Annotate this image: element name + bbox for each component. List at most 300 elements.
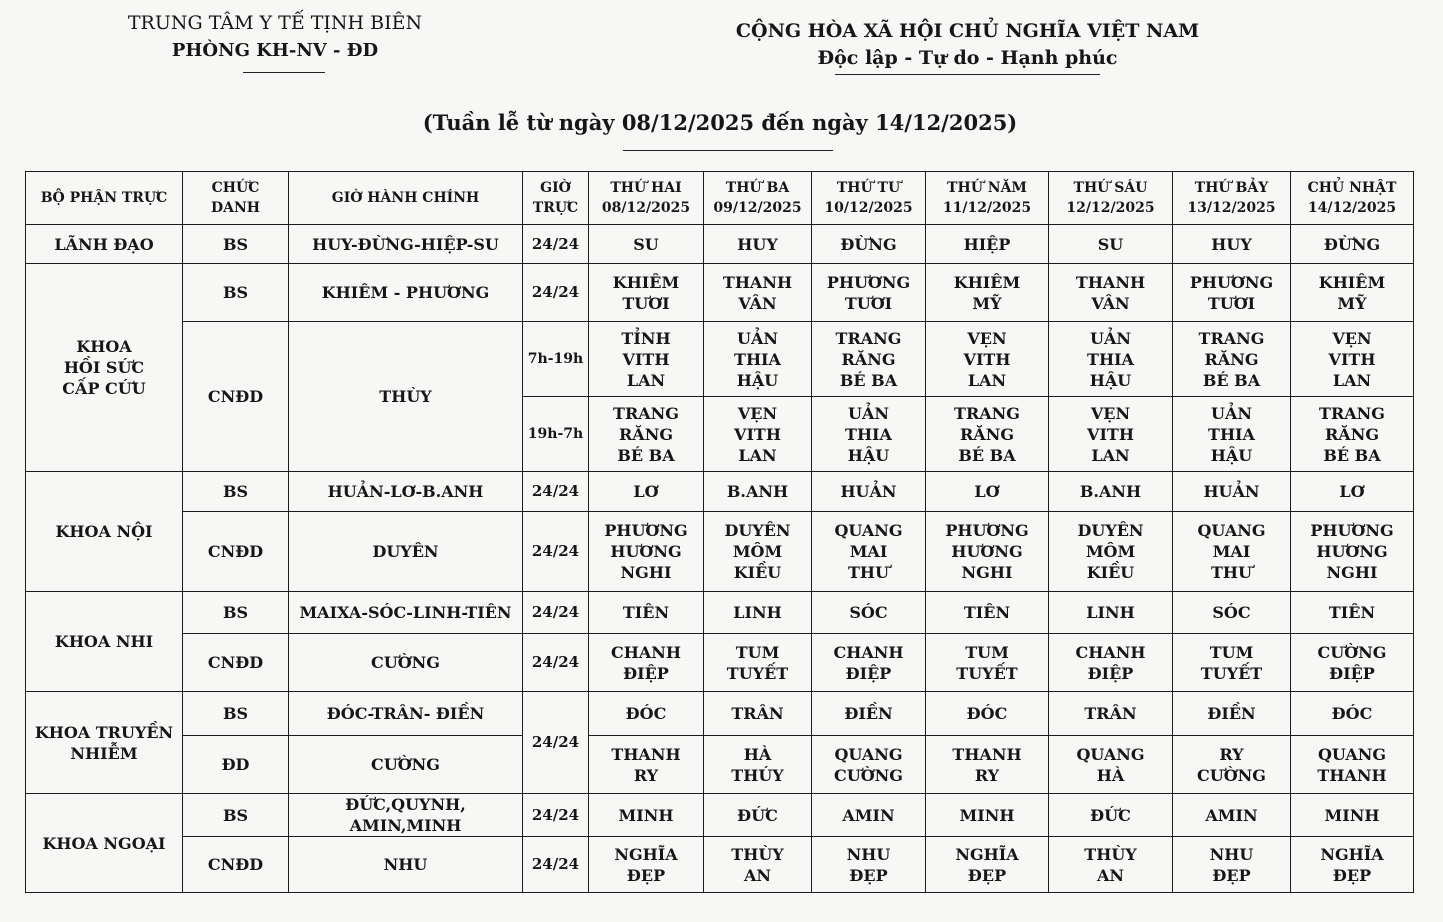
staff-name: TIÊN (1328, 603, 1376, 622)
staff-name: SÓC (849, 603, 888, 622)
staff-name: ĐẸP (626, 865, 666, 885)
staff-name: AN (1096, 865, 1125, 885)
staff-name: TỈNH (621, 328, 671, 348)
shift-cell (1173, 472, 1291, 512)
staff-name: PHƯƠNG (1310, 521, 1394, 540)
col-day (1049, 172, 1173, 225)
staff-name: RY (1219, 744, 1244, 764)
staff-name: THANH (1075, 272, 1146, 292)
staff-name: NHU (1209, 844, 1254, 864)
staff-name: LINH (1086, 603, 1135, 622)
shift-cell (1173, 736, 1291, 794)
dept-cell (26, 692, 183, 794)
shift-cell (704, 592, 812, 634)
staff-name: THÙY (731, 844, 784, 864)
day-name: THỨ BA (725, 180, 790, 196)
dept-cell: LÃNH ĐẠO (26, 225, 183, 264)
staff-name: VẸN (1090, 403, 1131, 423)
staff-name: UẢN (737, 328, 778, 348)
staff-name: SU (1097, 234, 1124, 254)
staff-name: THANH (1317, 765, 1387, 785)
shift-cell (704, 264, 812, 322)
staff-name: CHANH (610, 642, 681, 662)
role-cell: BS (183, 264, 289, 322)
staff-name: HUẢN (1203, 482, 1260, 501)
staff-name: PHƯƠNG (1189, 272, 1274, 292)
staff-name: TRANG (1198, 328, 1265, 348)
shift-cell (926, 225, 1049, 264)
staff-name: B.ANH (1079, 482, 1142, 501)
staff-name: ĐIỆP (623, 663, 669, 683)
day-date: 12/12/2025 (1066, 200, 1155, 216)
role-cell: CNĐD (183, 322, 289, 472)
dept-line: HỒI SỨC (63, 358, 145, 377)
staff-name: PHƯƠNG (945, 521, 1029, 540)
staff-name: LƠ (974, 482, 1000, 501)
staff-name: ĐIỆP (845, 663, 892, 683)
shift-cell (926, 794, 1049, 837)
shift-cell (589, 397, 704, 472)
staff-name: ĐẸP (1212, 865, 1251, 885)
nation-motto: Độc lập - Tự do - Hạnh phúc (817, 47, 1118, 69)
staff-name: UẢN (1090, 328, 1131, 348)
day-date: 11/12/2025 (942, 200, 1032, 216)
hours-cell: 19h-7h (523, 397, 589, 472)
shift-cell (1049, 692, 1173, 736)
staff-name: ĐÓC (1331, 704, 1373, 723)
week-underline (623, 150, 833, 151)
staff-name: VẸN (1332, 328, 1372, 348)
hours-cell: 24/24 (523, 837, 589, 893)
staff-name: TUYẾT (726, 663, 789, 683)
shift-cell (589, 736, 704, 794)
staff-name: VITH (1087, 424, 1134, 444)
staff-name: QUANG (1197, 521, 1266, 540)
staff-name: VÂN (1091, 293, 1130, 313)
shift-cell (1173, 837, 1291, 893)
shift-cell (926, 512, 1049, 592)
staff-name: HẬU (847, 445, 890, 465)
staff-name: VITH (622, 349, 670, 369)
shift-cell (812, 634, 926, 692)
shift-cell (1291, 472, 1414, 512)
staff-name: THIA (845, 424, 892, 444)
shift-cell (926, 837, 1049, 893)
staff-name: NGHĨA (955, 844, 1019, 864)
shift-cell (1049, 472, 1173, 512)
staff-name: LAN (967, 370, 1007, 390)
staff-name: LAN (738, 445, 777, 465)
staff-name: ĐỨC (1090, 805, 1131, 825)
day-date: 14/12/2025 (1307, 200, 1397, 216)
header-row (26, 172, 1414, 225)
role-cell: BS (183, 225, 289, 264)
day-date: 08/12/2025 (601, 200, 691, 216)
staff-name: TIÊN (963, 603, 1011, 622)
staff-name: BÉ BA (617, 445, 675, 465)
dept-cell: KHOA NHI (26, 592, 183, 692)
table-row (26, 736, 1414, 794)
shift-cell (926, 322, 1049, 397)
staff-name: AMIN (842, 805, 895, 825)
staff-name: PHƯƠNG (826, 272, 911, 292)
day-name: CHỦ NHẬT (1307, 180, 1397, 196)
staff-name: ĐIỀN (844, 704, 893, 723)
staff-name: RĂNG (960, 424, 1014, 444)
staff-name: MAI (849, 542, 888, 561)
staff-name: LAN (1091, 445, 1130, 465)
dept-line: NHIỄM (70, 743, 138, 763)
staff-name: SÓC (1212, 603, 1251, 622)
staff-name: MINH (1324, 805, 1380, 825)
shift-cell (1049, 397, 1173, 472)
shift-cell (812, 736, 926, 794)
role-cell: BS (183, 472, 289, 512)
shift-cell (589, 472, 704, 512)
staff-name: THANH (611, 744, 681, 764)
shift-cell (1291, 837, 1414, 893)
staff-name: THÚY (731, 765, 784, 785)
department-name: PHÒNG KH-NV - ĐD (171, 40, 379, 61)
shift-cell (1049, 512, 1173, 592)
staff-name: THIA (734, 349, 781, 369)
shift-cell (926, 736, 1049, 794)
staff-name: MỸ (1337, 293, 1367, 313)
staff-name: UẢN (1211, 403, 1252, 423)
staff-name: HUY (1211, 234, 1252, 254)
staff-name: KIỀU (733, 563, 782, 582)
staff-name: ĐÓC (966, 704, 1008, 723)
office-cell: MAIXA-SÓC-LINH-TIÊN (289, 592, 523, 634)
table-row (26, 472, 1414, 512)
staff-name: CƯỜNG (834, 765, 903, 785)
shift-cell (926, 397, 1049, 472)
shift-cell (704, 794, 812, 837)
role-cell: BS (183, 794, 289, 837)
shift-cell (1173, 512, 1291, 592)
staff-name: AMIN (1205, 805, 1258, 825)
hours-cell: 24/24 (523, 634, 589, 692)
col-role: CHỨC DANH (183, 172, 289, 225)
hours-cell: 24/24 (523, 692, 589, 794)
shift-cell (812, 692, 926, 736)
staff-name: RĂNG (841, 349, 896, 369)
role-cell: BS (183, 592, 289, 634)
shift-cell (704, 225, 812, 264)
table-row (26, 264, 1414, 322)
shift-cell (589, 692, 704, 736)
staff-name: ĐỨC (737, 805, 778, 825)
shift-cell (1291, 634, 1414, 692)
staff-name: B.ANH (726, 482, 789, 501)
staff-name: MAI (1212, 542, 1251, 561)
shift-cell (1049, 736, 1173, 794)
staff-name: TRANG (835, 328, 902, 348)
shift-cell (589, 592, 704, 634)
office-cell: HUY-ĐỪNG-HIỆP-SU (289, 225, 523, 264)
shift-cell (812, 794, 926, 837)
dept-line: CẤP CỨU (62, 379, 146, 398)
staff-name: ĐÓC (625, 704, 667, 723)
staff-name: RĂNG (1325, 424, 1379, 444)
day-date: 13/12/2025 (1187, 200, 1276, 216)
staff-name: TUM (1209, 642, 1254, 662)
staff-name: MỸ (972, 293, 1002, 313)
shift-cell (704, 736, 812, 794)
staff-name: TƯƠI (622, 293, 670, 313)
col-day (1173, 172, 1291, 225)
staff-name: KIỀU (1086, 563, 1135, 582)
shift-cell (1291, 397, 1414, 472)
col-day (704, 172, 812, 225)
day-name: THỨ SÁU (1073, 180, 1148, 196)
staff-name: ĐIỆP (1087, 663, 1134, 683)
staff-name: VITH (734, 424, 781, 444)
shift-cell (1049, 322, 1173, 397)
office-cell: CƯỜNG (289, 736, 523, 794)
role-cell: CNĐD (183, 512, 289, 592)
shift-cell (926, 692, 1049, 736)
shift-cell (589, 264, 704, 322)
staff-name: LƠ (633, 482, 659, 501)
shift-cell (812, 592, 926, 634)
staff-name: TIÊN (622, 603, 670, 622)
staff-name: TUYẾT (956, 663, 1018, 683)
staff-name: ĐỪNG (840, 234, 897, 254)
col-day (812, 172, 926, 225)
staff-name: DUYÊN (724, 521, 791, 540)
shift-cell (704, 837, 812, 893)
shift-cell (1291, 736, 1414, 794)
office-cell: ĐÓC-TRÂN- ĐIỀN (289, 692, 523, 736)
shift-cell (1173, 322, 1291, 397)
shift-cell (1291, 512, 1414, 592)
office-cell: THÙY (289, 322, 523, 472)
shift-cell (1291, 592, 1414, 634)
office-cell: NHU (289, 837, 523, 893)
staff-name: RY (974, 765, 1000, 785)
shift-cell (1049, 634, 1173, 692)
shift-cell (926, 472, 1049, 512)
staff-name: ĐIỀN (1207, 704, 1256, 723)
hours-cell: 24/24 (523, 472, 589, 512)
hours-cell: 24/24 (523, 264, 589, 322)
shift-cell (589, 794, 704, 837)
staff-name: HÀ (1096, 765, 1125, 785)
staff-name: LINH (733, 603, 782, 622)
hours-cell: 24/24 (523, 225, 589, 264)
shift-cell (589, 225, 704, 264)
staff-name: HƯƠNG (610, 542, 682, 561)
table-row (26, 592, 1414, 634)
staff-name: NGHI (1326, 563, 1378, 582)
staff-name: CƯỜNG (1317, 642, 1387, 662)
staff-name: HÀ (743, 744, 772, 764)
col-day (926, 172, 1049, 225)
shift-cell (1049, 225, 1173, 264)
shift-cell (926, 634, 1049, 692)
role-cell: BS (183, 692, 289, 736)
staff-name: CHANH (1075, 642, 1146, 662)
staff-name: ĐIỆP (1329, 663, 1375, 683)
staff-name: THANH (952, 744, 1022, 764)
table-row (26, 634, 1414, 692)
staff-name: NGHI (620, 563, 672, 582)
office-cell: HUẢN-LƠ-B.ANH (289, 472, 523, 512)
staff-name: MÔM (732, 542, 783, 561)
hours-cell: 24/24 (523, 512, 589, 592)
staff-name: TƯƠI (844, 293, 893, 313)
staff-name: KHIÊM (1318, 272, 1386, 292)
dept-line: KHOA (76, 337, 132, 356)
shift-cell (1173, 592, 1291, 634)
staff-name: VẸN (967, 328, 1007, 348)
week-title (380, 110, 1060, 135)
role-cell: CNĐD (183, 837, 289, 893)
office-cell: DUYÊN (289, 512, 523, 592)
staff-name: MÔM (1085, 542, 1136, 561)
table-row (26, 322, 1414, 397)
shift-cell (704, 322, 812, 397)
table-row (26, 225, 1414, 264)
staff-name: TRANG (1319, 403, 1385, 423)
staff-name: HUY (737, 234, 778, 254)
org-name: TRUNG TÂM Y TẾ TỊNH BIÊN (127, 12, 423, 34)
shift-cell (1291, 692, 1414, 736)
shift-cell (1173, 397, 1291, 472)
day-name: THỨ NĂM (947, 180, 1027, 196)
staff-name: TƯƠI (1207, 293, 1256, 313)
role-cell: CNĐD (183, 634, 289, 692)
col-dept: BỘ PHẬN TRỰC (26, 172, 183, 225)
staff-name: RY (633, 765, 659, 785)
staff-name: AN (743, 865, 772, 885)
staff-name: PHƯƠNG (604, 521, 688, 540)
shift-cell (1173, 264, 1291, 322)
col-day (1291, 172, 1414, 225)
national-header (730, 18, 1205, 72)
staff-name: THIA (1208, 424, 1255, 444)
staff-name: THÙY (1084, 844, 1137, 864)
dept-line: KHOA TRUYỀN (34, 722, 174, 742)
staff-name: RĂNG (1204, 349, 1259, 369)
staff-name: TUM (965, 642, 1009, 662)
office-cell: ĐỨC,QUYNH, AMIN,MINH (289, 794, 523, 837)
day-date: 10/12/2025 (824, 200, 913, 216)
day-name: THỨ TƯ (836, 180, 901, 196)
shift-cell (926, 264, 1049, 322)
shift-cell (1049, 794, 1173, 837)
shift-cell (589, 837, 704, 893)
shift-cell (1173, 692, 1291, 736)
duty-schedule-table (25, 171, 1414, 893)
shift-cell (812, 397, 926, 472)
dept-cell: KHOA NỘI (26, 472, 183, 592)
nation-title: CỘNG HÒA XÃ HỘI CHỦ NGHĨA VIỆT NAM (735, 20, 1200, 42)
staff-name: LƠ (1339, 482, 1365, 501)
org-header (110, 10, 440, 64)
shift-cell (1291, 225, 1414, 264)
shift-cell (926, 592, 1049, 634)
shift-cell (812, 225, 926, 264)
shift-cell (1049, 837, 1173, 893)
staff-name: CƯỜNG (1197, 765, 1266, 785)
hours-cell: 7h-19h (523, 322, 589, 397)
staff-name: NGHI (961, 563, 1013, 582)
staff-name: MINH (618, 805, 674, 825)
shift-cell (812, 322, 926, 397)
staff-name: ĐỪNG (1323, 234, 1381, 254)
staff-name: THIA (1087, 349, 1134, 369)
shift-cell (704, 512, 812, 592)
shift-cell (1291, 794, 1414, 837)
staff-name: THƯ (848, 563, 889, 582)
staff-name: NHU (846, 844, 891, 864)
table-row (26, 794, 1414, 837)
day-date: 09/12/2025 (713, 200, 802, 216)
staff-name: THƯ (1211, 563, 1252, 582)
staff-name: QUANG (1076, 744, 1145, 764)
shift-cell (1049, 592, 1173, 634)
staff-name: VITH (963, 349, 1011, 369)
office-cell: CƯỜNG (289, 634, 523, 692)
shift-cell (1291, 322, 1414, 397)
shift-cell (589, 512, 704, 592)
staff-name: TRÂN (731, 704, 784, 723)
day-name: THỨ BẢY (1194, 180, 1269, 196)
motto-underline (835, 74, 1100, 75)
staff-name: SU (633, 234, 659, 254)
staff-name: TUM (735, 642, 780, 662)
shift-cell (704, 397, 812, 472)
staff-name: VÂN (738, 293, 777, 313)
staff-name: HIỆP (963, 234, 1011, 254)
week-range-text: (Tuần lễ từ ngày 08/12/2025 đến ngày 14/12/2025) (422, 110, 1018, 135)
staff-name: BÉ BA (1323, 445, 1381, 465)
shift-cell (704, 472, 812, 512)
shift-cell (812, 837, 926, 893)
staff-name: QUANG (834, 521, 903, 540)
staff-name: THANH (722, 272, 793, 292)
col-day (589, 172, 704, 225)
staff-name: QUANG (1317, 744, 1387, 764)
shift-cell (1173, 225, 1291, 264)
staff-name: NGHĨA (614, 844, 678, 864)
header-underline (243, 72, 325, 73)
col-duty-hours: GIỜ TRỰC (523, 172, 589, 225)
staff-name: UẢN (848, 403, 889, 423)
staff-name: MINH (959, 805, 1015, 825)
staff-name: BÉ BA (958, 445, 1016, 465)
shift-cell (812, 472, 926, 512)
day-name: THỨ HAI (610, 180, 682, 196)
shift-cell (1173, 794, 1291, 837)
staff-name: TUYẾT (1200, 663, 1263, 683)
shift-cell (589, 322, 704, 397)
staff-name: TRANG (613, 403, 679, 423)
staff-name: HUẢN (840, 482, 897, 501)
staff-name: TRANG (954, 403, 1020, 423)
shift-cell (1049, 264, 1173, 322)
shift-cell (1173, 634, 1291, 692)
staff-name: NGHĨA (1320, 844, 1384, 864)
hours-cell: 24/24 (523, 592, 589, 634)
staff-name: BÉ BA (839, 370, 898, 390)
dept-cell (26, 264, 183, 472)
role-cell: ĐD (183, 736, 289, 794)
staff-name: CHANH (833, 642, 904, 662)
staff-name: HẬU (1210, 445, 1253, 465)
